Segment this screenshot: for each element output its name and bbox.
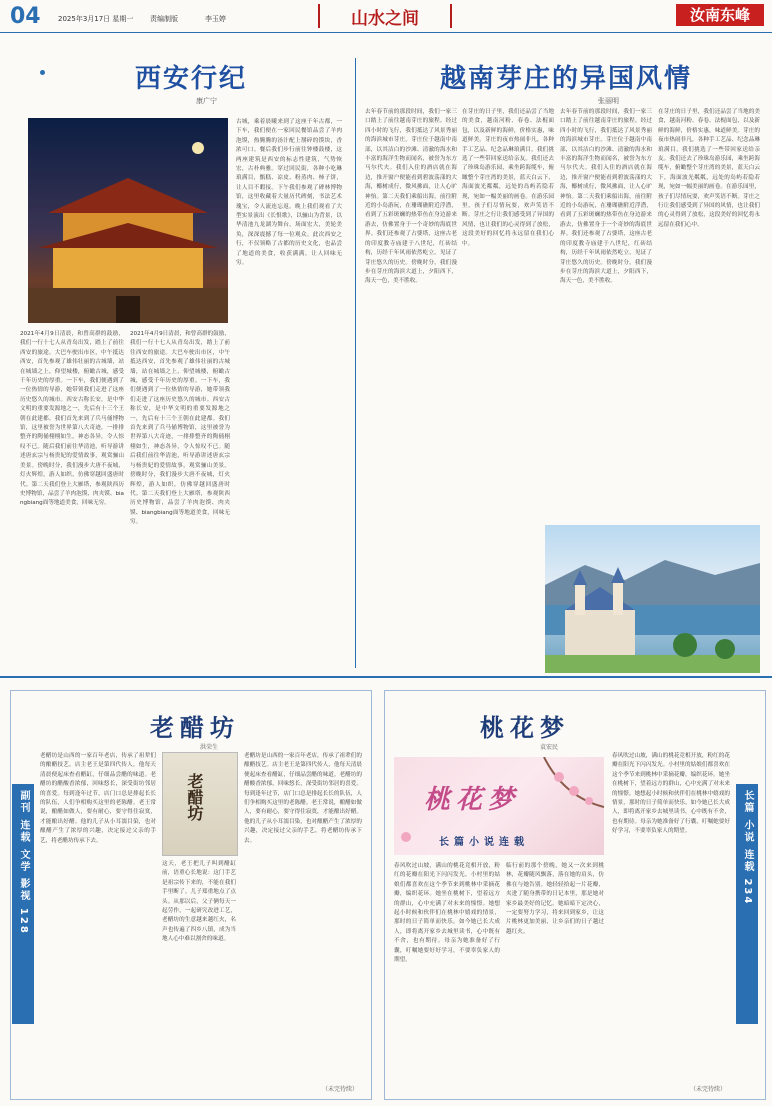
serial-body-taohuameng-col3: 春风吹过山坡，满山的桃花竞相开放，粉红的花瓣在阳光下闪闪发光。小村里的姑娘们都喜欢在这个季节来到桃林中采摘花瓣，编织花环。她坐在桃树下，望着远方的群山，心中充满了对未来的憧憬。她想起小时候和伙伴们在桃林中嬉戏的情景，那时的日子简单而快乐。如今她已长大成人，即将离开家乡去城里读书，心中既有不舍，也有期待。母亲为她准备好了行囊，叮嘱她要好好学习，不要辜负家人的期望。	[612, 753, 730, 835]
nhatrang-castle-photo	[545, 525, 760, 673]
sidebar-label-right: 长篇 小说 连载 234	[742, 790, 753, 906]
article-body-nhatrang-col4: 在芽庄的日子里，我们还品尝了当地的美食，越南河粉、春卷、法棍面包，以及新鲜的海鲜，价格实惠，味道鲜美。芽庄的夜市热闹非凡，各种手工艺品、纪念品琳琅满目，我们挑选了一些带回家送给亲友。我们还去了珍珠岛游乐园，乘坐跨海缆车，俯瞰整个芽庄湾的美景，蓝天白云下，海面波光粼粼，远处的岛屿若隐若现，宛如一幅美丽的画卷。在游乐园里，孩子们尽情玩耍，欢声笑语不断。芽庄之行让我们感受到了异国的风情，也让我们的心灵得到了放松，这段美好的回忆将永远留在我们心中。	[658, 109, 760, 228]
article-author-nhatrang: 张丽明	[598, 97, 619, 105]
article-body-nhatrang-col2: 在芽庄的日子里，我们还品尝了当地的美食，越南河粉、春卷、法棍面包，以及新鲜的海鲜，价格实惠，味道鲜美。芽庄的夜市热闹非凡，各种手工艺品、纪念品琳琅满目，我们挑选了一些带回家送给亲友。我们还去了珍珠岛游乐园，乘坐跨海缆车，俯瞰整个芽庄湾的美景，蓝天白云下，海面波光粼粼，远处的岛屿若隐若现，宛如一幅美丽的画卷。在游乐园里，孩子们尽情玩耍，欢声笑语不断。芽庄之行让我们感受到了异国的风情，也让我们的心灵得到了放松，这段美好的回忆将永远留在我们心中。	[462, 109, 554, 247]
column-divider	[355, 58, 356, 668]
serial-title-laocufang: 老醋坊	[150, 713, 240, 742]
serial-body-laocufang-col2: 这天，老王把儿子叫到醋缸前，语重心长地说：这门手艺是祖宗传下来的，不能在我们手里断了。儿子郑重地点了点头。从那以后，父子俩每天一起劳作，一起研究改进工艺，老醋坊的生意越来越红火，名声也传遍了四乡八镇，成为当地人心中难以割舍的味道。	[162, 861, 236, 943]
article-body-xian-col2: 2021年4月9日清晨，和曾高群的鼓励，我们一行十七人从青岛出发，踏上了前往西安的旅途。大巴车驶出市区，中午抵达西安，首先参观了雄伟壮丽的古城墙，站在城墙之上，仰望城楼，俯瞰古城，感受千年历史的厚重。一下车，我们便遇到了一位热情的导游，她带领我们走进了这座历史悠久的城市。西安古称长安，是中华文明的重要发源地之一，先后有十三个王朝在此建都。我们首先来到了兵马俑博物馆，这里被誉为世界第八大奇迹，一排排整齐的陶俑栩栩如生，神态各异，令人惊叹不已。随后我们前往华清池，听导游讲述唐玄宗与杨贵妃的爱情故事，观赏骊山美景。傍晚时分，我们漫步大唐不夜城，灯火辉煌，游人如织，仿佛穿越回盛唐时代。第二天我们登上大雁塔，参观陕西历史博物馆，品尝了羊肉泡馍、肉夹馍、biangbiang面等地道美食，回味无穷。	[130, 331, 230, 526]
to-be-continued-left: （未完待续）	[322, 1086, 359, 1093]
serial-body-laocufang-col1: 老醋坊是山西的一家百年老店，传承了祖辈们的酿醋技艺。店主老王是第四代传人，他每天清晨便起床查看醋缸，仔细品尝醋的味道。老醋坊的醋酸香浓郁，回味悠长，深受街坊邻居的喜爱。每到逢年过节，店门口总是排起长长的队伍，人们争相购买这里的老陈醋。老王常说，酿醋如做人，要有耐心，要守得住寂寞，才能酿出好醋。他的儿子从小耳濡目染，也对酿醋产生了浓厚的兴趣，决定接过父亲的手艺，将老醋坊传承下去。	[40, 753, 156, 844]
decor-dot	[40, 70, 45, 75]
xian-gate-tower-illustration	[28, 118, 228, 323]
serial-body-taohuameng-col1: 春风吹过山坡，满山的桃花竞相开放，粉红的花瓣在阳光下闪闪发光。小村里的姑娘们都喜欢在这个季节来到桃林中采摘花瓣，编织花环。她坐在桃树下，望着远方的群山，心中充满了对未来的憧憬。她想起小时候和伙伴们在桃林中嬉戏的情景，那时的日子简单而快乐。如今她已长大成人，即将离开家乡去城里读书，心中既有不舍，也有期待。母亲为她准备好了行囊，叮嘱她要好好学习，不要辜负家人的期望。	[394, 863, 500, 964]
issue-date: 2025年3月17日 星期一	[58, 15, 134, 23]
peach-blossom-illustration	[394, 757, 604, 855]
book-cover-image	[162, 752, 238, 856]
illustration-title: 桃花梦	[424, 785, 521, 815]
book-cover-title: 老醋坊	[185, 773, 204, 821]
article-body-nhatrang-col3: 去年春节前的那段时间，我们一家三口踏上了前往越南芽庄的旅程。经过四小时的飞行，我们抵达了风景秀丽的海滨城市芽庄。芽庄位于越南中南部，以其洁白的沙滩、清澈的海水和丰富的海洋生物而闻名，被誉为东方马尔代夫。我们入住的酒店就在海边，推开窗户便能看到碧波荡漾的大海，椰树成行，微风拂面，让人心旷神怡。第二天我们乘船出海，前往附近的小岛游玩，在珊瑚礁附近浮潜，看到了五彩斑斓的热带鱼在身边游来游去，仿佛置身于一个奇妙的海底世界。我们还参观了占婆塔，这座古老的印度教寺庙建于八世纪，红砖结构，历经千年风雨依然屹立，见证了芽庄悠久的历史。傍晚时分，我们漫步在芽庄的海滨大道上，夕阳西下，海天一色，美不胜收。	[560, 109, 652, 285]
serial-body-laocufang-col3: 老醋坊是山西的一家百年老店，传承了祖辈们的酿醋技艺。店主老王是第四代传人，他每天清晨便起床查看醋缸，仔细品尝醋的味道。老醋坊的醋酸香浓郁，回味悠长，深受街坊邻居的喜爱。每到逢年过节，店门口总是排起长长的队伍，人们争相购买这里的老陈醋。老王常说，酿醋如做人，要有耐心，要守得住寂寞，才能酿出好醋。他的儿子从小耳濡目染，也对酿醋产生了浓厚的兴趣，决定接过父亲的手艺，将老醋坊传承下去。	[244, 753, 362, 844]
sidebar-supplement-left	[12, 784, 34, 1024]
article-body-xian-col3: 古城，乘着晨曦来到了这座千年古都，一下车，我们便在一家回民餐馆品尝了羊肉泡馍，热腾腾的汤汁配上掰碎的馍块，香浓可口。餐后我们步行前往钟楼鼓楼，这两座建筑是西安的标志性建筑，气势恢宏，古朴典雅。穿过回民街，各种小吃琳琅满目，甑糕、凉皮、粉蒸肉、柿子饼，让人目不暇接。下午我们参观了碑林博物馆，这里收藏着大量历代碑刻，书法艺术瑰宝，令人流连忘返。晚上我们观看了大型实景演出《长恨歌》，以骊山为背景，以华清池九龙湖为舞台，场面宏大，美轮美奂，深深震撼了每一位观众。此次西安之行，不仅领略了古都的历史文化，也品尝了地道的美食，收获满满，让人回味无穷。	[236, 119, 342, 267]
sidebar-label-left: 副刊 连载 文学 影视 128	[18, 790, 29, 935]
article-body-xian-col1: 2021年4月9日清晨，和曾高群的鼓励，我们一行十七人从青岛出发，踏上了前往西安的旅途。大巴车驶出市区，中午抵达西安，首先参观了雄伟壮丽的古城墙，站在城墙之上，仰望城楼，俯瞰古城，感受千年历史的厚重。一下车，我们便遇到了一位热情的导游，她带领我们走进了这座历史悠久的城市。西安古称长安，是中华文明的重要发源地之一，先后有十三个王朝在此建都。我们首先来到了兵马俑博物馆，这里被誉为世界第八大奇迹，一排排整齐的陶俑栩栩如生，神态各异，令人惊叹不已。随后我们前往华清池，听导游讲述唐玄宗与杨贵妃的爱情故事，观赏骊山美景。傍晚时分，我们漫步大唐不夜城，灯火辉煌，游人如织，仿佛穿越回盛唐时代。第二天我们登上大雁塔，参观陕西历史博物馆，品尝了羊肉泡馍、肉夹馍、biangbiang面等地道美食，回味无穷。	[20, 331, 124, 507]
serial-author-taohuameng: 袁宏民	[540, 744, 559, 751]
article-title-nhatrang: 越南芽庄的异国风情	[440, 64, 693, 94]
serial-title-taohuameng: 桃花梦	[480, 713, 570, 742]
article-author-xian: 康广宁	[196, 97, 217, 105]
serial-body-taohuameng-col2: 临行前的那个傍晚，她又一次来到桃林，花瓣随风飘落，落在她的肩头，仿佛在与她告别。她轻轻拾起一片花瓣，夹进了随身携带的日记本里，那是她对家乡最美好的记忆。她暗暗下定决心，一定要努力学习，将来回到家乡，让这片桃林更加美丽，让乡亲们的日子越过越红火。	[506, 863, 604, 935]
serial-author-laocufang: 洪荣生	[200, 744, 219, 751]
proofreader-label: 李玉婷	[205, 15, 226, 23]
article-title-xian: 西安行纪	[135, 64, 248, 94]
editor-label: 责编制版	[150, 15, 178, 23]
newspaper-masthead: 汝南东峰	[676, 4, 764, 26]
castle-harbor-illustration	[545, 525, 760, 673]
article-body-nhatrang-col1: 去年春节前的那段时间，我们一家三口踏上了前往越南芽庄的旅程。经过四小时的飞行，我们抵达了风景秀丽的海滨城市芽庄。芽庄位于越南中南部，以其洁白的沙滩、清澈的海水和丰富的海洋生物而闻名，被誉为东方马尔代夫。我们入住的酒店就在海边，推开窗户便能看到碧波荡漾的大海，椰树成行，微风拂面，让人心旷神怡。第二天我们乘船出海，前往附近的小岛游玩，在珊瑚礁附近浮潜，看到了五彩斑斓的热带鱼在身边游来游去，仿佛置身于一个奇妙的海底世界。我们还参观了占婆塔，这座古老的印度教寺庙建于八世纪，红砖结构，历经千年风雨依然屹立，见证了芽庄悠久的历史。傍晚时分，我们漫步在芽庄的海滨大道上，夕阳西下，海天一色，美不胜收。	[365, 109, 457, 285]
illustration-subtitle: 长篇小说连载	[439, 837, 529, 848]
section-divider	[0, 676, 772, 678]
to-be-continued-right: （未完待续）	[690, 1086, 727, 1093]
section-title: 山水之间	[318, 4, 452, 28]
xian-night-photo	[28, 118, 228, 323]
sidebar-supplement-right	[736, 784, 758, 1024]
page-number: 04	[10, 4, 41, 29]
